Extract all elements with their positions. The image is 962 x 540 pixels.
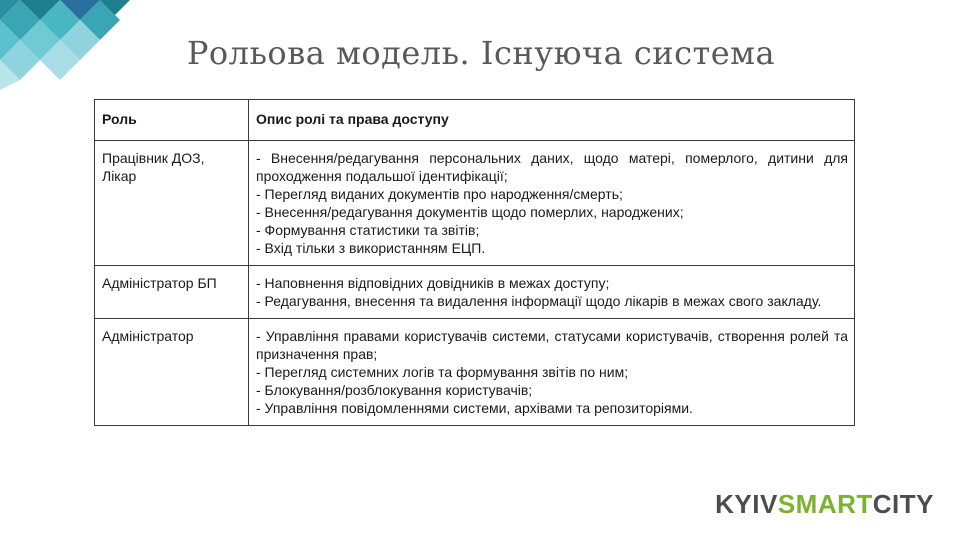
description-line: - Формування статистики та звітів; [256,222,480,238]
role-cell: Адміністратор [95,319,249,426]
description-line: - Перегляд системних логів та формування звітів по ним; [256,364,629,380]
role-cell: Адміністратор БП [95,266,249,319]
description-line: - Управління правами користувачів системи, статусами користувачів, створення ролей та призначення прав; [256,328,848,362]
description-cell [249,319,855,426]
description-line: - Управління повідомленнями системи, архівами та репозиторіями. [256,400,693,416]
logo-part-kyiv: KYIV [715,489,778,519]
table-row [95,266,855,319]
header-role: Роль [95,100,249,141]
description-line: - Внесення/редагування персональних даних, щодо матері, померлого, дитини для проходження подальшої ідентифікації; [256,150,848,184]
description-cell [249,266,855,319]
table-row [95,319,855,426]
description-line: - Редагування, внесення та видалення інформації щодо лікарів в межах свого закладу. [256,293,822,309]
description-line: - Вхід тільки з використанням ЕЦП. [256,240,486,256]
kyiv-smart-city-logo [715,489,934,520]
logo-part-smart: SMART [777,489,873,519]
role-cell: Працівник ДОЗ, Лікар [95,141,249,266]
table-header-row [95,100,855,141]
table-row [95,141,855,266]
description-line: - Перегляд виданих документів про народження/смерть; [256,186,623,202]
description-cell [249,141,855,266]
description-line: - Внесення/редагування документів щодо померлих, народжених; [256,204,684,220]
description-line: - Наповнення відповідних довідників в межах доступу; [256,275,610,291]
logo-part-city: CITY [872,489,934,519]
page-title: Рольова модель. Існуюча система [186,34,776,72]
roles-table [94,99,855,426]
description-line: - Блокування/розблокування користувачів; [256,382,533,398]
header-description: Опис ролі та права доступу [249,100,855,141]
